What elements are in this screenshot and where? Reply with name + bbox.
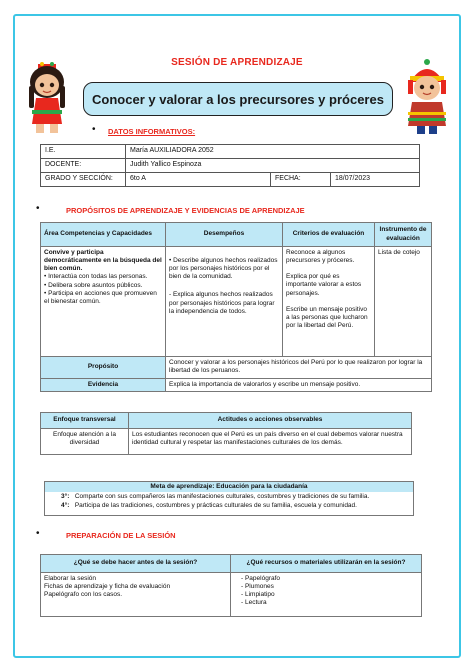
criterio-item: Escribe un mensaje positivo a las personas que lucharon por la libertad del Perú. [286, 305, 368, 329]
antes-col-header: ¿Qué se debe hacer antes de la sesión? [41, 555, 231, 573]
antes-item: Fichas de aprendizaje y ficha de evaluación [44, 583, 171, 591]
table-row [41, 173, 420, 187]
antes-cell [41, 573, 231, 617]
table-row [41, 357, 432, 379]
fecha-value: 18/07/2023 [331, 173, 420, 187]
session-title-box [83, 82, 393, 116]
meta-grade: 4°: [61, 502, 70, 510]
enfoque-table [40, 412, 412, 455]
table-row [41, 247, 432, 357]
col-criterios: Criterios de evaluación [283, 223, 375, 247]
bullet-icon: • [36, 203, 40, 214]
instrumento-cell: Lista de cotejo [375, 247, 432, 357]
competencia-title: Convive y participa democráticamente en la búsqueda del bien común. [44, 249, 162, 273]
proposito-label: Propósito [41, 357, 166, 379]
recursos-col-header: ¿Qué recursos o materiales utilizarán en la sesión? [231, 555, 422, 573]
recursos-cell [231, 573, 422, 617]
col-area: Área Competencias y Capacidades [41, 223, 166, 247]
enfoque-row-label: Enfoque atención a la diversidad [41, 429, 129, 455]
session-label: SESIÓN DE APRENDIZAJE [171, 57, 303, 68]
capacidad-item: • Participa en acciones que promueven el bienestar común. [44, 289, 157, 305]
docente-label: DOCENTE: [41, 159, 126, 173]
meta-line [45, 492, 413, 501]
preparacion-table [40, 554, 422, 617]
student-girl-illustration [18, 58, 76, 136]
propositos-table [40, 222, 432, 392]
bullet-icon: • [92, 124, 96, 135]
capacidad-item: • Delibera sobre asuntos públicos. [44, 281, 143, 289]
table-row [41, 159, 420, 173]
docente-value: Judith Yallico Espinoza [126, 159, 420, 173]
evidencia-label: Evidencia [41, 379, 166, 392]
meta-line [45, 501, 413, 510]
table-row [41, 145, 420, 159]
recurso-item: - Papelógrafo [241, 575, 281, 582]
desempeno-item: - Explica algunos hechos realizados por personajes históricos para lograr la independencia de todos. [169, 291, 275, 315]
desempenos-cell [166, 247, 283, 357]
bullet-icon: • [36, 528, 40, 539]
enfoque-row-text: Los estudiantes reconocen que el Perú es un país diverso en el cual debemos valorar nuestra identidad cultural y respetar las manifestaciones culturales de los demás. [129, 429, 412, 455]
antes-item: Papelógrafo con los casos. [44, 591, 123, 599]
recurso-item: - Lectura [241, 599, 267, 607]
datos-table [40, 144, 420, 187]
meta-heading: Meta de aprendizaje: Educación para la ciudadanía [45, 482, 413, 492]
criterio-item: Reconoce a algunos precursores y próceres. [286, 249, 355, 265]
capacidad-item: • Interactúa con todas las personas. [44, 273, 148, 281]
table-row [41, 223, 432, 247]
evidencia-text: Explica la importancia de valorarlos y escribe un mensaje positivo. [166, 379, 432, 392]
meta-text: Comparte con sus compañeros las manifestaciones culturales, costumbres y tradiciones de su familia. [74, 493, 370, 500]
session-title: Conocer y valorar a los precursores y próceres [92, 91, 384, 107]
datos-heading: DATOS INFORMATIVOS: [108, 127, 196, 136]
table-row [41, 555, 422, 573]
preparacion-heading: PREPARACIÓN DE LA SESIÓN [66, 531, 176, 540]
desempeno-item: • Describe algunos hechos realizados por los personajes históricos por el bien de la comunidad. [169, 257, 278, 281]
recurso-item: - Limpiatipo [241, 591, 275, 599]
actitudes-col-header: Actitudes o acciones observables [129, 413, 412, 429]
ie-label: I.E. [41, 145, 126, 159]
table-row [41, 379, 432, 392]
recurso-item: - Plumones [241, 583, 274, 591]
enfoque-col-header: Enfoque transversal [41, 413, 129, 429]
col-desempenos: Desempeños [166, 223, 283, 247]
table-row [41, 573, 422, 617]
col-instrumento: Instrumento de evaluación [375, 223, 432, 247]
table-row [41, 429, 412, 455]
grado-value: 6to A [126, 173, 271, 187]
proposito-text: Conocer y valorar a los personajes históricos del Perú por lo que realizaron por lograr la libertad de los peruanos. [166, 357, 432, 379]
meta-text: Participa de las tradiciones, costumbres y prácticas culturales de su familia, escuela y comunidad. [74, 502, 357, 510]
fecha-label: FECHA: [271, 173, 331, 187]
meta-box [44, 481, 414, 516]
antes-item: Elaborar la sesión [44, 575, 97, 582]
table-row [41, 413, 412, 429]
criterio-item: Explica por qué es importante valorar a estos personajes. [286, 273, 362, 297]
competencias-cell [41, 247, 166, 357]
ie-value: María AUXILIADORA 2052 [126, 145, 420, 159]
student-boy-chullo-illustration [398, 58, 456, 136]
meta-grade: 3°: [61, 493, 70, 500]
propositos-heading: PROPÓSITOS DE APRENDIZAJE Y EVIDENCIAS DE APRENDIZAJE [66, 206, 305, 215]
criterios-cell [283, 247, 375, 357]
grado-label: GRADO Y SECCIÓN: [41, 173, 126, 187]
